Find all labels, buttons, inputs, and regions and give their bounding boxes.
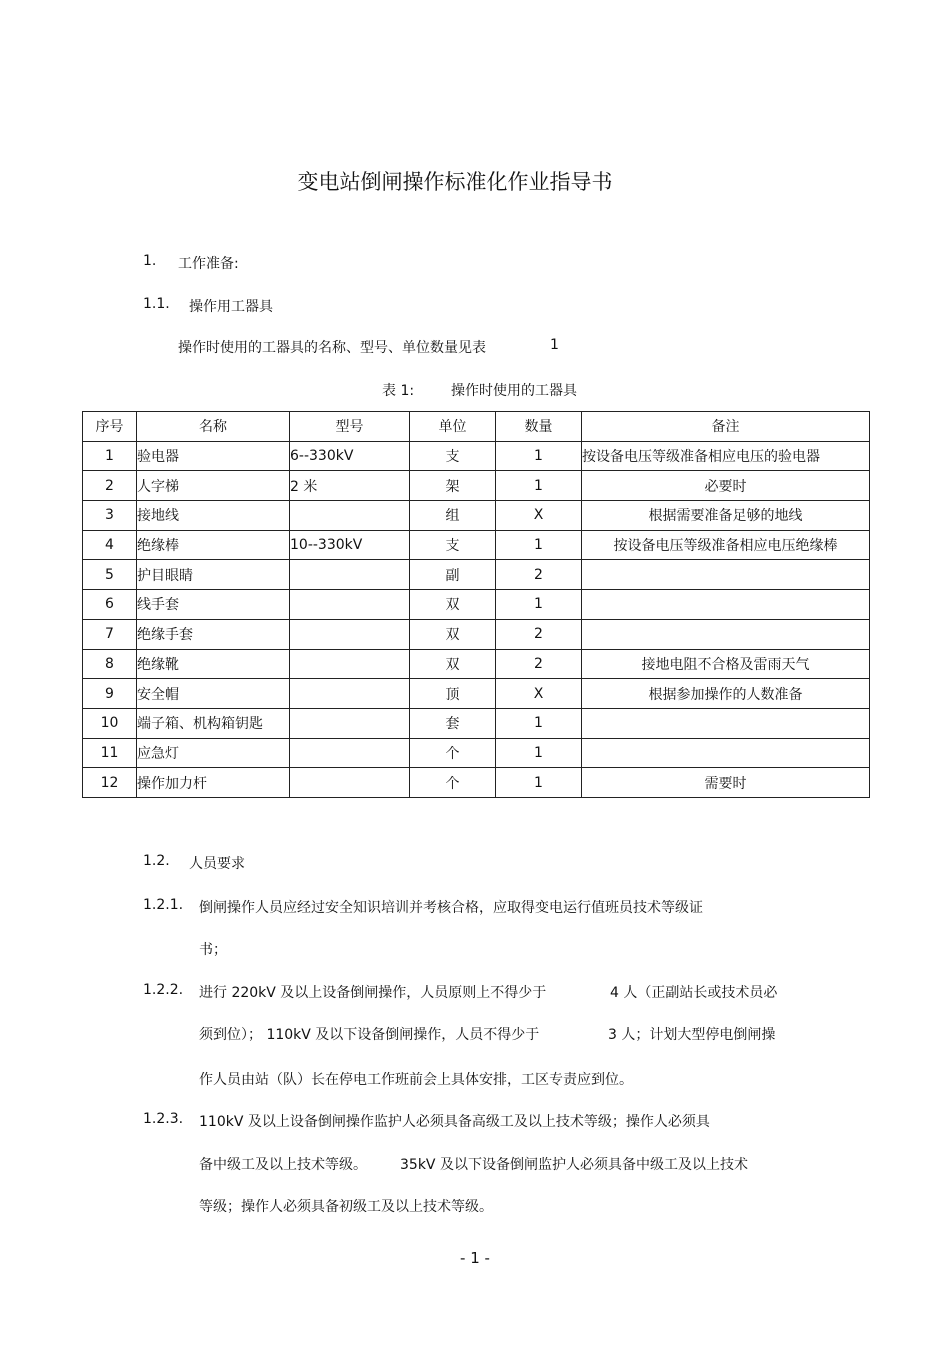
header-model: 型号 xyxy=(290,412,410,442)
item-1-2-3-line1: 110kV 及以上设备倒闸操作监护人必须具备高级工及以上技术等级；操作人必须具 xyxy=(199,1114,710,1130)
table-row xyxy=(83,560,870,590)
header-quantity: 数量 xyxy=(496,412,582,442)
item-1-2-3-line3: 等级；操作人必须具备初级工及以上技术等级。 xyxy=(199,1199,493,1215)
item-1-2-2-line1b: 4 人（正副站长或技术员必 xyxy=(610,985,778,1001)
cell-name: 绝缘手套 xyxy=(137,619,290,649)
item-1-2-1-number: 1.2.1. xyxy=(143,897,184,913)
cell-remarks: 按设备电压等级准备相应电压的验电器 xyxy=(582,441,870,471)
cell-model xyxy=(290,619,410,649)
cell-quantity: 1 xyxy=(496,768,582,798)
cell-model xyxy=(290,768,410,798)
table-row xyxy=(83,501,870,531)
table-caption-text: 操作时使用的工器具 xyxy=(451,383,577,399)
cell-remarks xyxy=(582,708,870,738)
cell-remarks: 根据需要准备足够的地线 xyxy=(582,501,870,531)
cell-quantity: 1 xyxy=(496,471,582,501)
cell-name: 应急灯 xyxy=(137,738,290,768)
section-1-1-number: 1.1. xyxy=(143,296,170,312)
cell-remarks: 需要时 xyxy=(582,768,870,798)
cell-quantity: 2 xyxy=(496,619,582,649)
cell-name: 操作加力杆 xyxy=(137,768,290,798)
cell-quantity: 2 xyxy=(496,560,582,590)
cell-model: 2 米 xyxy=(290,471,410,501)
document-title: 变电站倒闸操作标准化作业指导书 xyxy=(297,170,613,194)
table-row xyxy=(83,679,870,709)
table-row xyxy=(83,590,870,620)
cell-model xyxy=(290,708,410,738)
cell-remarks: 接地电阻不合格及雷雨天气 xyxy=(582,649,870,679)
cell-name: 接地线 xyxy=(137,501,290,531)
cell-remarks xyxy=(582,560,870,590)
cell-remarks xyxy=(582,619,870,649)
cell-remarks: 按设备电压等级准备相应电压绝缘棒 xyxy=(582,530,870,560)
cell-remarks xyxy=(582,738,870,768)
cell-name: 端子箱、机构箱钥匙 xyxy=(137,708,290,738)
item-1-2-2-line1a: 进行 220kV 及以上设备倒闸操作，人员原则上不得少于 xyxy=(199,985,547,1001)
cell-model xyxy=(290,590,410,620)
section-1-2-heading: 人员要求 xyxy=(189,856,245,872)
cell-unit: 架 xyxy=(410,471,496,501)
cell-quantity: 1 xyxy=(496,590,582,620)
page-number: - 1 - xyxy=(460,1249,490,1267)
cell-seq: 6 xyxy=(83,590,137,620)
cell-unit: 支 xyxy=(410,441,496,471)
item-1-2-3-line2b: 35kV 及以下设备倒闸监护人必须具备中级工及以上技术 xyxy=(400,1157,748,1173)
section-1-2-number: 1.2. xyxy=(143,853,170,869)
cell-name: 线手套 xyxy=(137,590,290,620)
cell-seq: 10 xyxy=(83,708,137,738)
item-1-2-3-number: 1.2.3. xyxy=(143,1111,184,1127)
cell-name: 护目眼睛 xyxy=(137,560,290,590)
header-name: 名称 xyxy=(137,412,290,442)
item-1-2-2-line2a: 须到位）； 110kV 及以下设备倒闸操作，人员不得少于 xyxy=(199,1027,540,1043)
cell-name: 安全帽 xyxy=(137,679,290,709)
cell-unit: 顶 xyxy=(410,679,496,709)
cell-model xyxy=(290,649,410,679)
item-1-2-2-line3: 作人员由站（队）长在停电工作班前会上具体安排，工区专责应到位。 xyxy=(199,1072,633,1088)
item-1-2-2-line2b: 3 人；计划大型停电倒闸操 xyxy=(608,1027,776,1043)
cell-name: 人字梯 xyxy=(137,471,290,501)
cell-remarks: 根据参加操作的人数准备 xyxy=(582,679,870,709)
cell-seq: 4 xyxy=(83,530,137,560)
intro-table-ref: 1 xyxy=(550,337,559,353)
cell-seq: 3 xyxy=(83,501,137,531)
cell-name: 绝缘靴 xyxy=(137,649,290,679)
item-1-2-3-line2a: 备中级工及以上技术等级。 xyxy=(199,1157,367,1173)
cell-unit: 双 xyxy=(410,619,496,649)
cell-remarks xyxy=(582,590,870,620)
cell-quantity: 1 xyxy=(496,708,582,738)
section-1-1-heading: 操作用工器具 xyxy=(189,299,273,315)
cell-seq: 7 xyxy=(83,619,137,649)
cell-seq: 2 xyxy=(83,471,137,501)
cell-model xyxy=(290,738,410,768)
cell-unit: 个 xyxy=(410,738,496,768)
item-1-2-2-number: 1.2.2. xyxy=(143,982,184,998)
cell-unit: 组 xyxy=(410,501,496,531)
cell-seq: 1 xyxy=(83,441,137,471)
header-remarks: 备注 xyxy=(582,412,870,442)
cell-unit: 双 xyxy=(410,590,496,620)
cell-unit: 套 xyxy=(410,708,496,738)
item-1-2-1-line2: 书； xyxy=(199,942,227,958)
cell-model: 10--330kV xyxy=(290,530,410,560)
cell-model xyxy=(290,501,410,531)
cell-name: 绝缘棒 xyxy=(137,530,290,560)
cell-seq: 5 xyxy=(83,560,137,590)
item-1-2-1-line1: 倒闸操作人员应经过安全知识培训并考核合格，应取得变电运行值班员技术等级证 xyxy=(199,900,703,916)
cell-unit: 双 xyxy=(410,649,496,679)
table-row xyxy=(83,768,870,798)
table-caption-label: 表 1: xyxy=(382,383,415,399)
cell-unit: 个 xyxy=(410,768,496,798)
cell-quantity: 1 xyxy=(496,441,582,471)
table-row xyxy=(83,619,870,649)
cell-model xyxy=(290,679,410,709)
cell-quantity: X xyxy=(496,501,582,531)
cell-model: 6--330kV xyxy=(290,441,410,471)
cell-remarks: 必要时 xyxy=(582,471,870,501)
section-1-heading: 工作准备: xyxy=(178,256,239,272)
table-row xyxy=(83,530,870,560)
cell-seq: 8 xyxy=(83,649,137,679)
table-row xyxy=(83,738,870,768)
cell-seq: 11 xyxy=(83,738,137,768)
cell-seq: 12 xyxy=(83,768,137,798)
table-row xyxy=(83,708,870,738)
cell-unit: 副 xyxy=(410,560,496,590)
cell-unit: 支 xyxy=(410,530,496,560)
cell-quantity: 1 xyxy=(496,530,582,560)
tools-table xyxy=(82,411,870,798)
header-seq: 序号 xyxy=(83,412,137,442)
intro-text: 操作时使用的工器具的名称、型号、单位数量见表 xyxy=(178,340,486,356)
cell-name: 验电器 xyxy=(137,441,290,471)
table-row xyxy=(83,471,870,501)
cell-quantity: X xyxy=(496,679,582,709)
table-row xyxy=(83,649,870,679)
cell-quantity: 2 xyxy=(496,649,582,679)
cell-quantity: 1 xyxy=(496,738,582,768)
cell-seq: 9 xyxy=(83,679,137,709)
table-header-row xyxy=(83,412,870,442)
cell-model xyxy=(290,560,410,590)
header-unit: 单位 xyxy=(410,412,496,442)
section-1-number: 1. xyxy=(143,253,157,269)
table-row xyxy=(83,441,870,471)
